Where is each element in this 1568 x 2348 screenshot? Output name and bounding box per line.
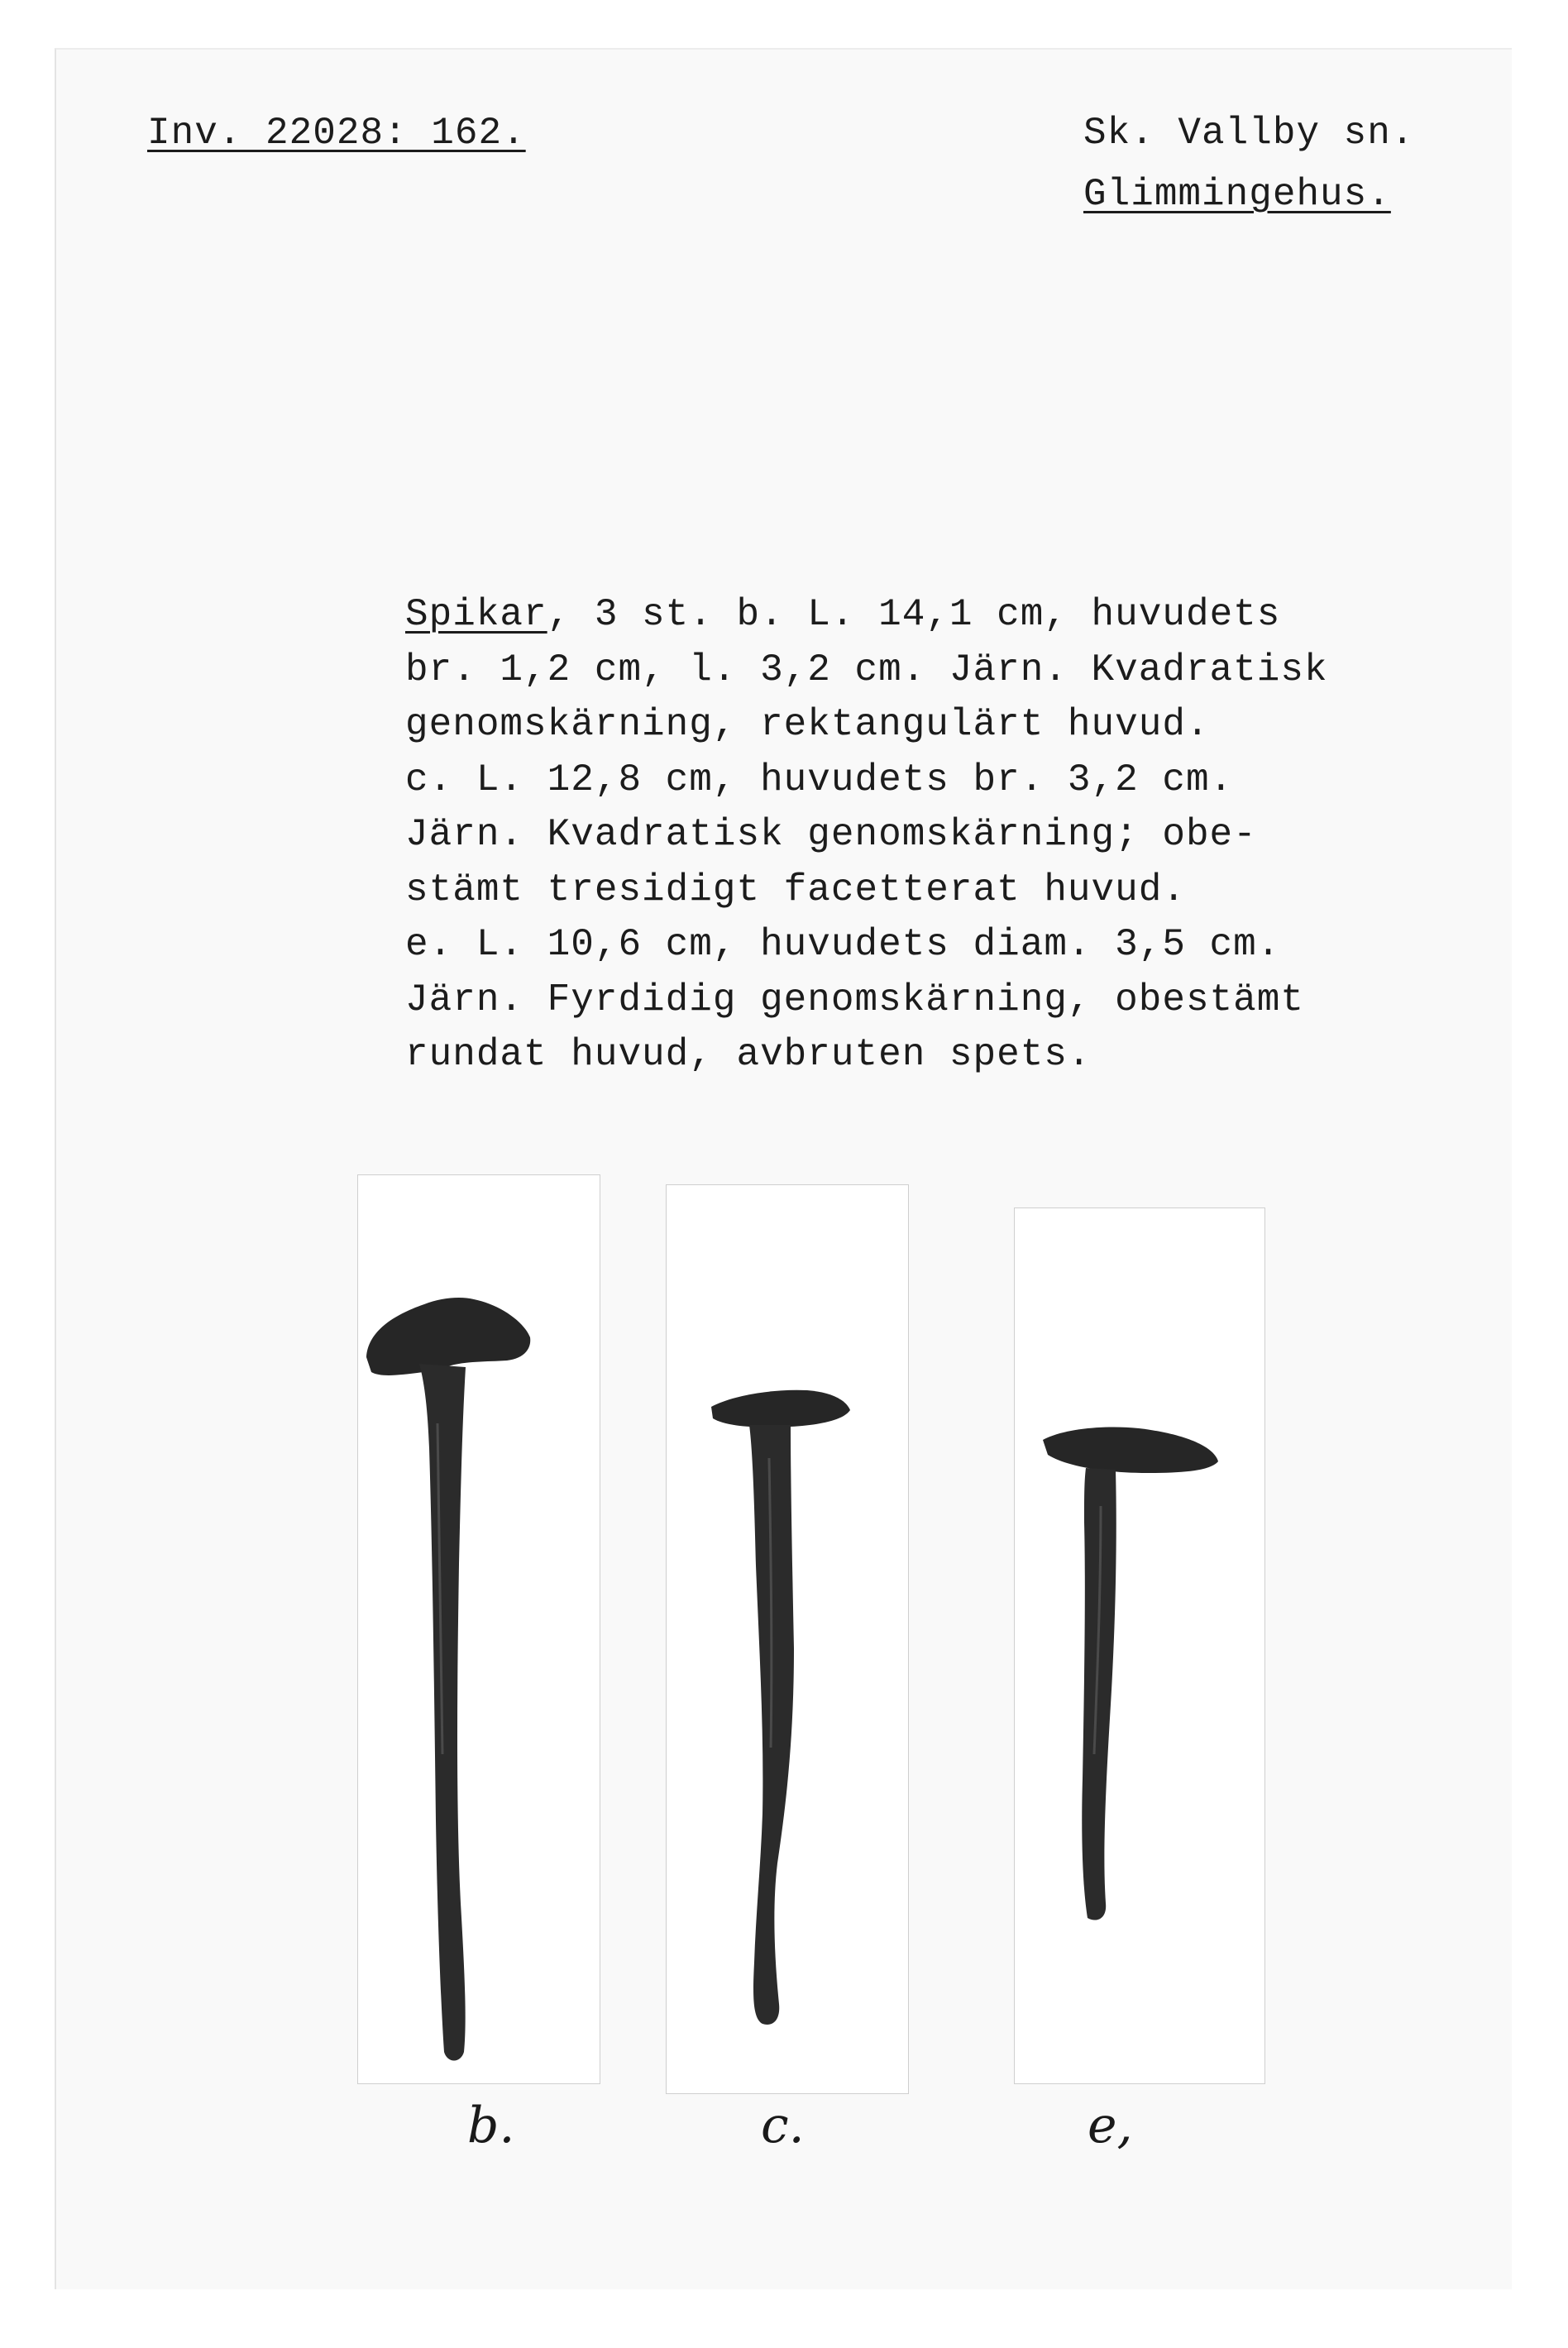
- description-line: [405, 587, 1328, 643]
- description-line-1-rest: , 3 st. b. L. 14,1 cm, huvudets: [547, 593, 1281, 636]
- photo-label-c: c.: [761, 2097, 805, 2154]
- description-line: Järn. Fyrdidig genomskärning, obestämt: [405, 978, 1304, 1021]
- description-line: Järn. Kvadratisk genomskärning; obe-: [405, 813, 1257, 856]
- photo-mount-c: [666, 1184, 909, 2094]
- description-line: genomskärning, rektangulärt huvud.: [405, 703, 1210, 746]
- site-name: Glimmingehus.: [1083, 173, 1391, 216]
- nail-b-photo: [358, 1175, 600, 2083]
- photo-mount-b: [357, 1174, 600, 2084]
- photo-label-b: b.: [467, 2097, 515, 2154]
- description-line: e. L. 10,6 cm, huvudets diam. 3,5 cm.: [405, 923, 1281, 966]
- object-name: Spikar: [405, 593, 547, 636]
- nail-c-photo: [667, 1185, 908, 2093]
- photo-mount-e: [1014, 1207, 1265, 2084]
- object-description: [405, 587, 1328, 1083]
- description-line: stämt tresidigt facetterat huvud.: [405, 868, 1186, 911]
- photo-label-e: e,: [1088, 2097, 1133, 2154]
- inventory-number: Inv. 22028: 162.: [147, 112, 526, 155]
- description-line: br. 1,2 cm, l. 3,2 cm. Järn. Kvadratisk: [405, 648, 1328, 691]
- description-line: c. L. 12,8 cm, huvudets br. 3,2 cm.: [405, 758, 1234, 801]
- nail-e-photo: [1015, 1208, 1264, 2083]
- parish-location: Sk. Vallby sn.: [1083, 112, 1415, 155]
- description-line: rundat huvud, avbruten spets.: [405, 1033, 1092, 1076]
